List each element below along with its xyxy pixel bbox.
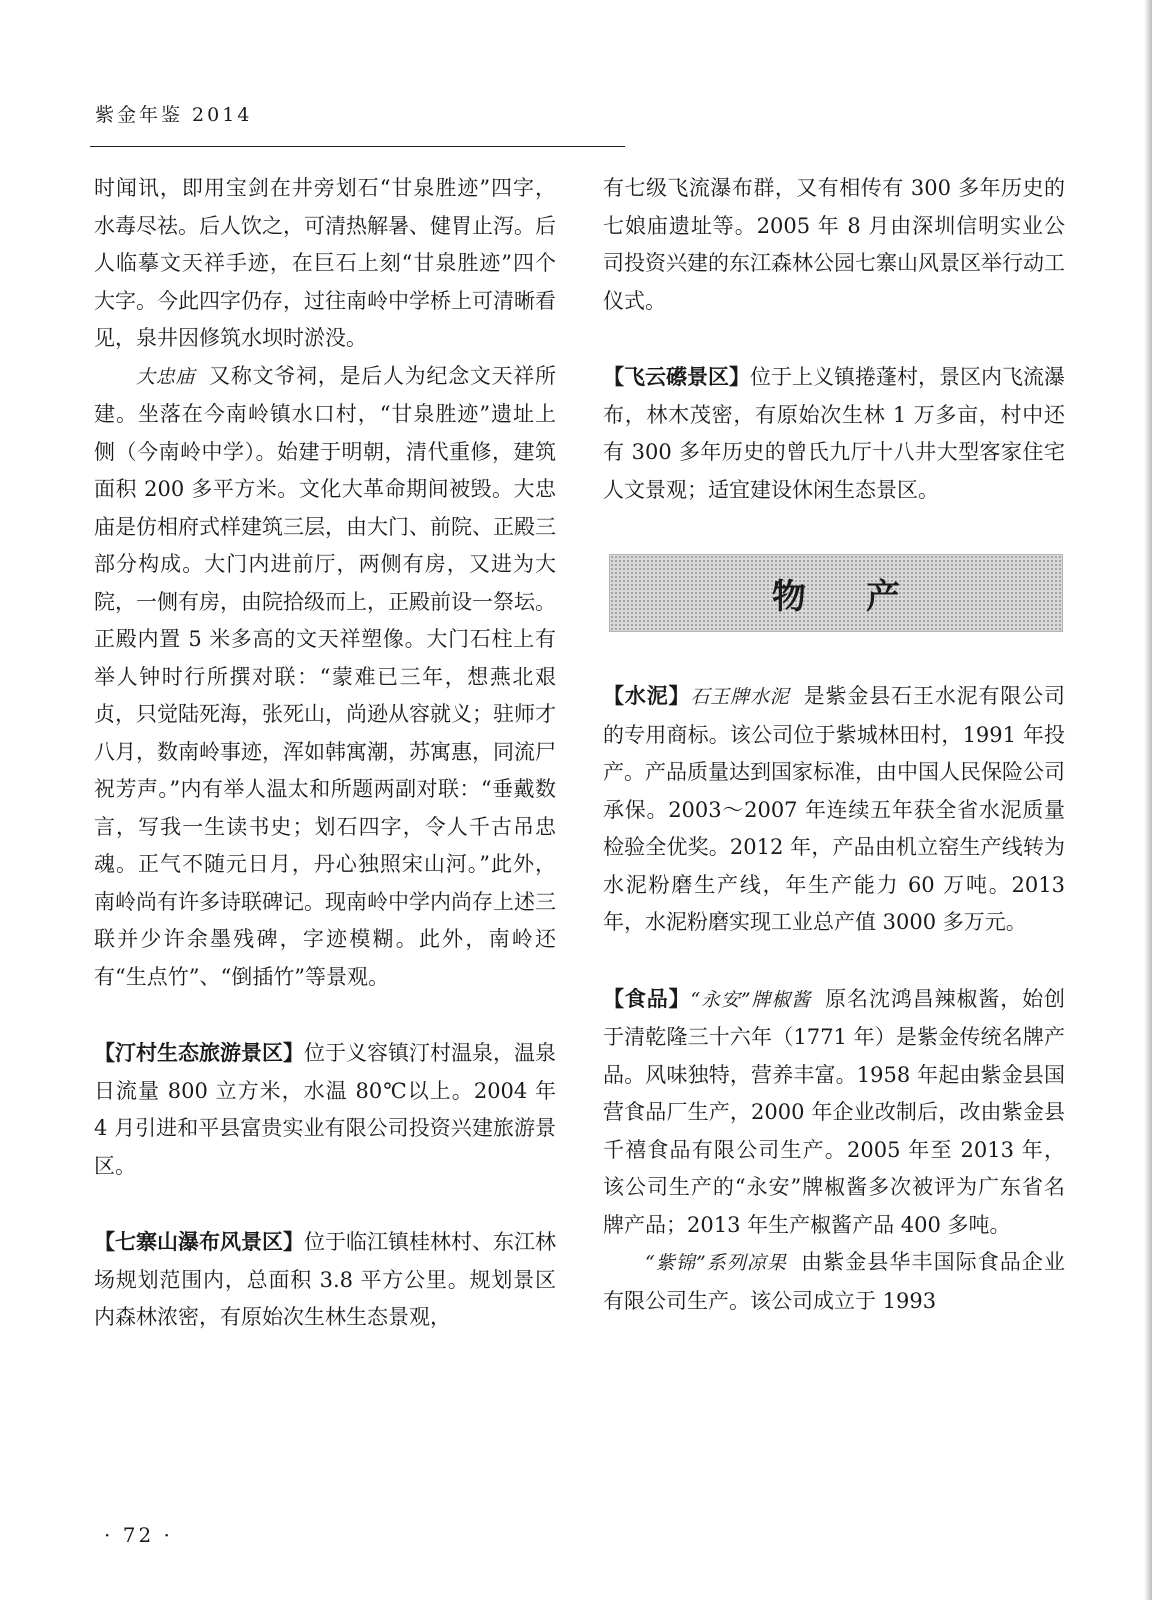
paragraph-qizhaishan-cont: 有七级飞流瀑布群，又有相传有 300 多年历史的七娘庙遗址等。2005 年 8 月由深圳信明实业公司投资兴建的东江森林公园七寨山风景区举行动工仪式。 (603, 176, 1065, 313)
entry-heading: 【食品】 (603, 985, 691, 1011)
entry-subtitle: “紫锦”系列凉果 (645, 1252, 788, 1274)
page-number: · 72 · (104, 1523, 173, 1547)
entry-heading: 【七寨山瀑布风景区】 (94, 1229, 304, 1254)
running-header: 紫金年鉴 2014 (95, 104, 253, 126)
section-banner (609, 554, 1063, 632)
entry-cement: 【水泥】石王牌水泥 是紫金县石王水泥有限公司的专用商标。该公司位于紫城林田村，1991 年投产。产品质量达到国家标准，由中国人民保险公司承保。2003～2007 年连续五年获全省水泥质量检验全优奖。2012 年，产品由机立窑生产线转为水泥粉磨生产线，年生产能力 60 万吨。2013 年，水泥粉磨实现工业总产值 3000 多万元。 (603, 683, 1065, 934)
entry-heading: 【汀村生态旅游景区】 (94, 1040, 304, 1065)
entry-tingcun: 【汀村生态旅游景区】位于义容镇汀村温泉，温泉日流量 800 立方米，水温 80℃以上。2004 年 4 月引进和平县富贵实业有限公司投资兴建旅游景区。 (94, 1040, 556, 1178)
scan-edge-shadow (1144, 0, 1152, 1600)
entry-food: 【食品】“永安”牌椒酱 原名沈鸿昌辣椒酱，始创于清乾隆三十六年（1771 年）是紫金传统名牌产品。风味独特，营养丰富。1958 年起由紫金县国营食品厂生产，2000 年企业改制后，改由紫金县千禧食品有限公司生产。2005 年至 2013 年，该公司生产的“永安”牌椒酱多次被评为广东省名牌产品；2013 年生产椒酱产品 400 多吨。 (603, 985, 1066, 1237)
entry-qizhaishan: 【七寨山瀑布风景区】位于临江镇桂林村、东江林场规划范围内，总面积 3.8 平方公里。规划景区内森林浓密，有原始次生林生态景观， (94, 1229, 556, 1329)
entry-feiyunca: 【飞云礤景区】位于上义镇捲蓬村，景区内飞流瀑布，林木茂密，有原始次生林 1 万多亩，村中还有 300 多年历史的曾氏九厅十八井大型客家住宅人文景观；适宜建设休闲生态景区。 (603, 364, 1065, 502)
entry-subtitle: 石王牌水泥 (690, 686, 790, 708)
entry-heading: 【飞云礤景区】 (603, 364, 750, 389)
entry-subtitle: 大忠庙 (136, 365, 196, 388)
entry-subtitle: “永安”牌椒酱 (690, 988, 812, 1011)
header-rule (90, 146, 625, 147)
paragraph-dazhong-temple: 大忠庙 又称文爷祠，是后人为纪念文天祥所建。坐落在今南岭镇水口村，“甘泉胜迹”遗址上侧（今南岭中学）。始建于明朝，清代重修，建筑面积 200 多平方米。文化大革命期间被毁。大忠庙是仿相府式样建筑三层，由大门、前院、正殿三部分构成。大门内进前厅，两侧有房，又进为大院，一侧有房，由院拾级而上，正殿前设一祭坛。正殿内置 5 米多高的文天祥塑像。大门石柱上有举人钟时行所撰对联：“蒙难已三年，想燕北艰贞，只觉陆死海，张死山，尚逊从容就义；驻师才八月，数南岭事迹，浑如韩寓潮，苏寓惠，同流尸祝芳声。”内有举人温太和所题两副对联：“垂戴数言，写我一生读书史；划石四字，令人千古吊忠魂。正气不随元日月，丹心独照宋山河。”此外，南岭尚有许多诗联碑记。现南岭中学内尚存上述三联并少许余墨残碑，字迹模糊。此外，南岭还有“生点竹”、“倒插竹”等景观。 (94, 363, 556, 989)
paragraph-zijin-fruit: “紫锦”系列凉果 由紫金县华丰国际食品企业有限公司生产。该公司成立于 1993 (603, 1250, 1065, 1313)
section-title: 物产 (772, 576, 960, 617)
left-column (94, 170, 556, 1337)
paragraph-ganquan: 时闻讯，即用宝剑在井旁划石“甘泉胜迹”四字，水毒尽祛。后人饮之，可清热解暑、健胃止泻。后人临摹文天祥手迹，在巨石上刻“甘泉胜迹”四个大字。今此四字仍存，过往南岭中学桥上可清晰看见，泉井因修筑水坝时淤没。 (94, 176, 556, 350)
right-column (603, 170, 1065, 1320)
entry-heading: 【水泥】 (603, 683, 691, 708)
